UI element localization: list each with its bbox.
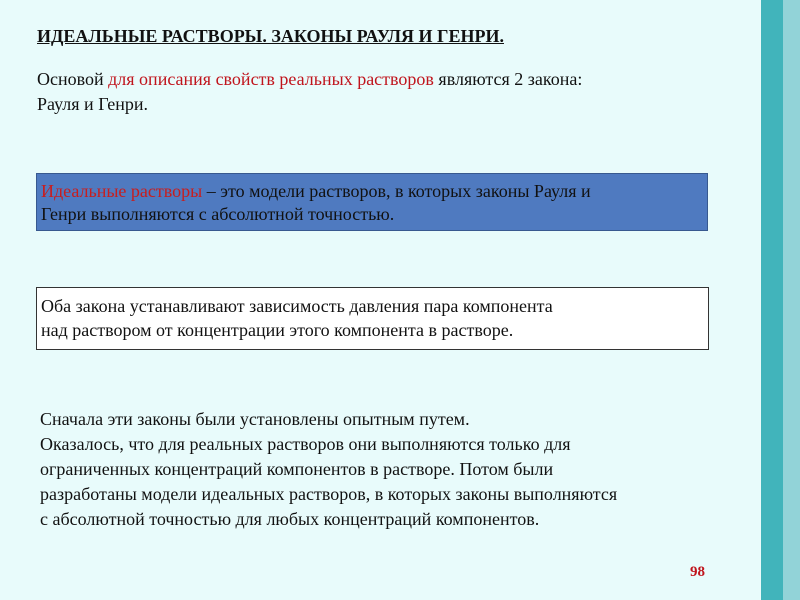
side-decor-band-light	[783, 0, 800, 600]
page-number: 98	[690, 564, 705, 580]
history-line: разработаны модели идеальных растворов, в которых законы выполняются	[40, 484, 618, 504]
law-line2: над раствором от концентрации этого компонента в растворе.	[41, 320, 514, 340]
history-paragraph	[40, 407, 740, 532]
definition-rest: – это модели растворов, в которых законы Рауля и	[202, 181, 591, 201]
intro-line2: Рауля и Генри.	[37, 94, 148, 114]
definition-highlight: Идеальные растворы	[41, 181, 203, 201]
slide-title: ИДЕАЛЬНЫЕ РАСТВОРЫ. ЗАКОНЫ РАУЛЯ И ГЕНРИ.	[37, 26, 504, 46]
definition-line2: Генри выполняются с абсолютной точностью.	[41, 204, 395, 224]
law-line1: Оба закона устанавливают зависимость давления пара компонента	[41, 296, 553, 316]
intro-suffix: являются 2 закона:	[433, 69, 583, 89]
intro-paragraph	[37, 67, 717, 117]
history-line: Сначала эти законы были установлены опытным путем.	[40, 409, 470, 429]
history-line: с абсолютной точностью для любых концентраций компонентов.	[40, 509, 540, 529]
intro-prefix: Основой	[37, 69, 109, 89]
definition-box	[36, 173, 708, 231]
side-decor-band-dark	[761, 0, 783, 600]
history-line: ограниченных концентраций компонентов в растворе. Потом были	[40, 459, 554, 479]
intro-highlight: для описания свойств реальных растворов	[108, 69, 434, 89]
history-line: Оказалось, что для реальных растворов они выполняются только для	[40, 434, 571, 454]
law-box	[36, 287, 709, 350]
